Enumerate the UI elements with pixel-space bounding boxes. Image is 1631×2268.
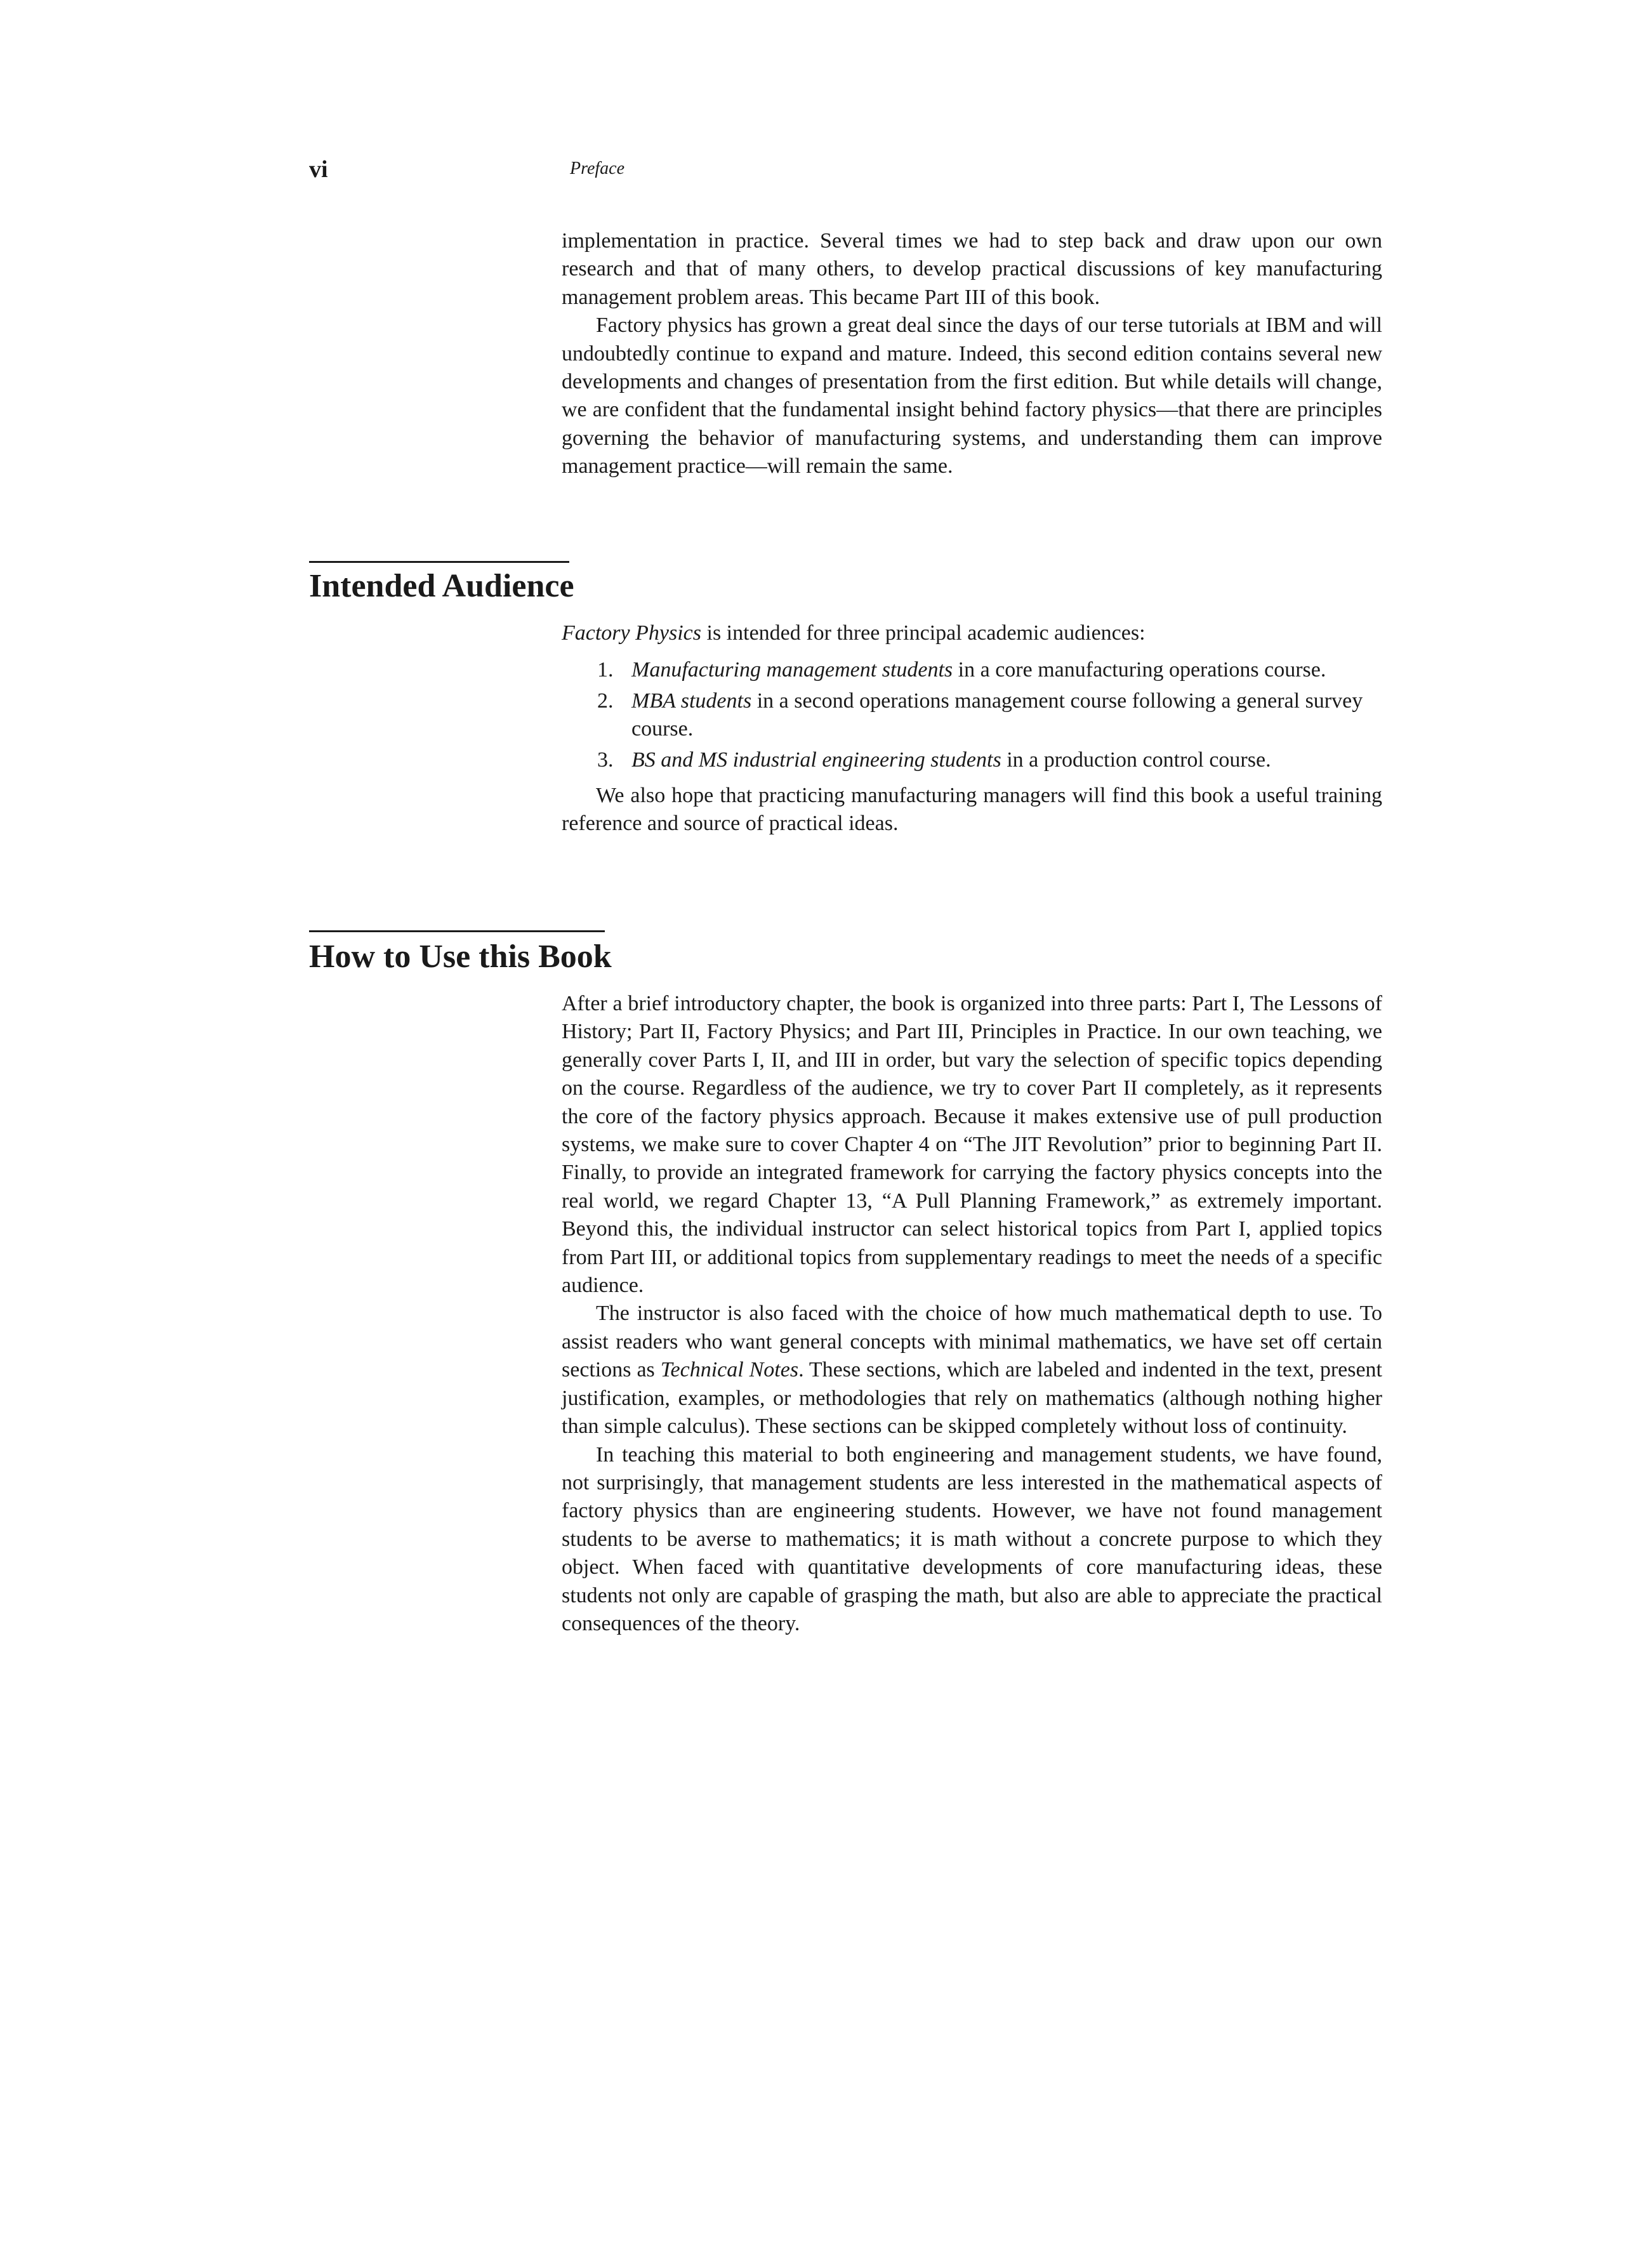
audience-lead-rest: is intended for three principal academic audiences: [701, 621, 1146, 645]
how-to-use-text [562, 990, 1382, 1638]
audience-lead-title: Factory Physics [562, 621, 701, 645]
list-item-emphasis: MBA students [631, 689, 752, 713]
audience-closing: We also hope that practicing manufacturing managers will find this book a useful training reference and source of practical ideas. [562, 784, 1382, 836]
page-number: vi [309, 156, 328, 183]
list-item-number: 2. [597, 689, 614, 713]
list-item-text: in a second operations management course following a general survey course. [631, 689, 1363, 741]
running-head: Preface [570, 159, 625, 178]
paragraph-2-start: The instructor is also faced with the choice of how much mathematical depth to use. To assist readers who want general concepts with minimal mathematics, we have set off certain sections as [562, 1302, 1382, 1382]
list-item [562, 687, 1382, 744]
section-rule [309, 561, 569, 563]
list-item-emphasis: Manufacturing management students [631, 658, 953, 682]
technical-notes-term: Technical Notes [660, 1358, 799, 1382]
how-to-use-paragraph-1: After a brief introductory chapter, the book is organized into three parts: Part I, The Lessons of History; Part II, Factory Physics; and Part III, Principles in Practice. In our own teaching, we generally cover Parts I, II, and III in order, but vary the selection of specific topics depending on the course. Regardless of the audience, we try to cover Part II completely, as it represents the core of the factory physics approach. Because it makes extensive use of pull production systems, we make sure to cover Chapter 4 on “The JIT Revolution” prior to beginning Part II. Finally, to provide an integrated framework for carrying the factory physics concepts into the real world, we regard Chapter 13, “A Pull Planning Framework,” as extremely important. Beyond this, the individual instructor can select historical topics from Part I, applied topics from Part III, or additional topics from supplementary readings to meet the needs of a specific audience. [562, 992, 1382, 1298]
how-to-use-paragraph-2 [562, 1300, 1382, 1441]
section-heading-how-to-use: How to Use this Book [309, 939, 612, 975]
section-rule [309, 930, 605, 932]
how-to-use-paragraph-3: In teaching this material to both engineering and management students, we have found, not surprisingly, that management students are less interested in the mathematical aspects of factory physics than are engineering students. However, we have not found management students to be averse to mathematics; it is math without a concrete purpose to which they object. When faced with quantitative developments of core manufacturing ideas, these students not only are capable of grasping the math, but also are able to appreciate the practical consequences of the theory. [562, 1442, 1382, 1635]
list-item [562, 656, 1382, 684]
list-item-text: in a production control course. [1001, 748, 1271, 772]
list-item-number: 1. [597, 658, 614, 682]
paragraph-2-end: . These sections, which are labeled and indented in the text, present justification, examples, or methodologies that rely on mathematics (although nothing higher than simple calculus). These sections can be skipped completely without loss of continuity. [562, 1358, 1383, 1439]
list-item-emphasis: BS and MS industrial engineering students [631, 748, 1001, 772]
audience-list [562, 656, 1382, 774]
audience-lead [562, 619, 1382, 647]
audience-text [562, 619, 1382, 838]
section-heading-audience: Intended Audience [309, 568, 574, 604]
intro-paragraph-2: Factory physics has grown a great deal since the days of our terse tutorials at IBM and will undoubtedly continue to expand and mature. Indeed, this second edition contains several new developments and changes of presentation from the first edition. But while details will change, we are confident that the fundamental insight behind factory physics—that there are principles governing the behavior of manufacturing systems, and understanding them can improve management practice—will remain the same. [562, 313, 1382, 478]
list-item-text: in a core manufacturing operations course. [953, 658, 1326, 682]
list-item [562, 746, 1382, 774]
list-item-number: 3. [597, 748, 614, 772]
intro-paragraph-1: implementation in practice. Several times we had to step back and draw upon our own research and that of many others, to develop practical discussions of key manufacturing management problem areas. This became Part III of this book. [562, 229, 1382, 309]
intro-text [562, 227, 1382, 481]
